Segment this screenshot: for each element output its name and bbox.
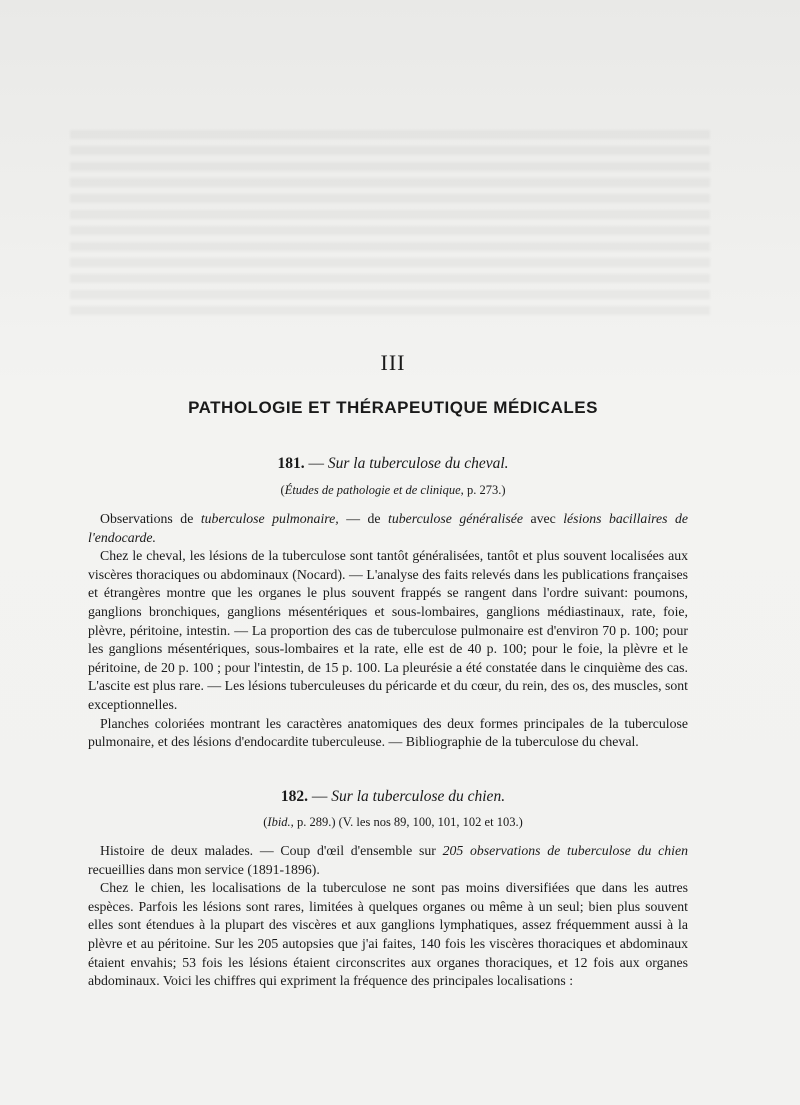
entry-number: 181.	[277, 455, 305, 472]
source-italic: Ibid.,	[267, 815, 294, 829]
source-paren: (	[263, 815, 268, 829]
text-run: avec	[522, 511, 564, 526]
section-number: III	[380, 350, 406, 375]
entry-181-heading	[88, 455, 698, 473]
text-run: Observations de	[100, 511, 201, 526]
text-run: Histoire de deux malades. — Coup d'œil d'ensemble sur	[100, 843, 443, 858]
source-rest: p. 273.)	[463, 483, 506, 497]
text-run: recueillies dans mon service (1891-1896).	[88, 861, 320, 877]
show-through-text	[70, 130, 710, 320]
entry-182-source	[88, 815, 698, 830]
source-paren: (	[280, 483, 285, 497]
entry-181-body	[88, 510, 688, 752]
italic-run: lésions bacillaires de l'endocarde.	[88, 511, 689, 545]
italic-run: 205 observations de tuberculose du chien	[442, 843, 688, 858]
source-rest: p. 289.) (V. les nos 89, 100, 101, 102 et 103.)	[293, 815, 523, 829]
italic-run: tuberculose généralisée	[388, 511, 523, 526]
source-italic: Études de pathologie et de clinique,	[284, 483, 464, 497]
text-run: — de	[338, 511, 388, 526]
paragraph: Planches coloriées montrant les caractères anatomiques des deux formes principales de la tuberculose pulmonaire, et des lésions d'endocardite tuberculeuse. — Bibliographie de la tuberculose du cheval.	[88, 715, 688, 750]
paragraph: Chez le cheval, les lésions de la tuberculose sont tantôt généralisées, tantôt et plus souvent localisées aux viscères thoraciques ou abdominaux (Nocard). — L'analyse des faits relevés dans les publications françaises et étrangères montre que les organes le plus souvent frappés se rangent dans l'ordre suivant: poumons, ganglions bronchiques, ganglions mésentériques et sous-lombaires, ganglions médiastinaux, rate, foie, plèvre, péritoine, intestin. — La proportion des cas de tuberculose pulmonaire est d'environ 70 p. 100; pour les ganglions mésentériques, sous-lombaires et la rate, elle est de 40 p. 100; pour le foie, la plèvre et le péritoine, de 20 p. 100 ; pour l'intestin, de 15 p. 100. La pleurésie a été constatée dans le cinquième des cas. L'ascite est plus rare. — Les lésions tuberculeuses du péricarde et du cœur, du rein, des os, des muscles, sont exceptionnelles.	[88, 548, 688, 712]
italic-run: tuberculose pulmonaire,	[200, 511, 339, 526]
entry-182-body	[88, 842, 688, 991]
entry-181-source	[88, 483, 698, 498]
entry-title: Sur la tuberculose du cheval.	[327, 455, 509, 472]
paragraph	[88, 510, 688, 547]
entry-182-heading	[88, 788, 698, 806]
paragraph	[88, 842, 688, 879]
paragraph: Chez le chien, les localisations de la tuberculose ne sont pas moins diversifiées que dans les autres espèces. Parfois les lésions sont rares, limitées à quelques organes ou même à un seul; bien plus souvent elles sont étendues à la plupart des viscères et aux ganglions lymphatiques, assez fréquemment aussi à la plèvre et au péritoine. Sur les 205 autopsies que j'ai faites, 140 fois les viscères thoraciques et abdominaux étaient envahis; 53 fois les lésions étaient circonscrites aux organes thoraciques, et 12 fois aux organes abdominaux. Voici les chiffres qui expriment la fréquence des principales localisations :	[88, 880, 688, 989]
entry-title: Sur la tuberculose du chien.	[331, 788, 506, 805]
entry-number: 182.	[280, 788, 309, 805]
section-title: PATHOLOGIE ET THÉRAPEUTIQUE MÉDICALES	[188, 398, 598, 417]
entry-dash: —	[308, 788, 332, 805]
entry-dash: —	[304, 455, 328, 472]
